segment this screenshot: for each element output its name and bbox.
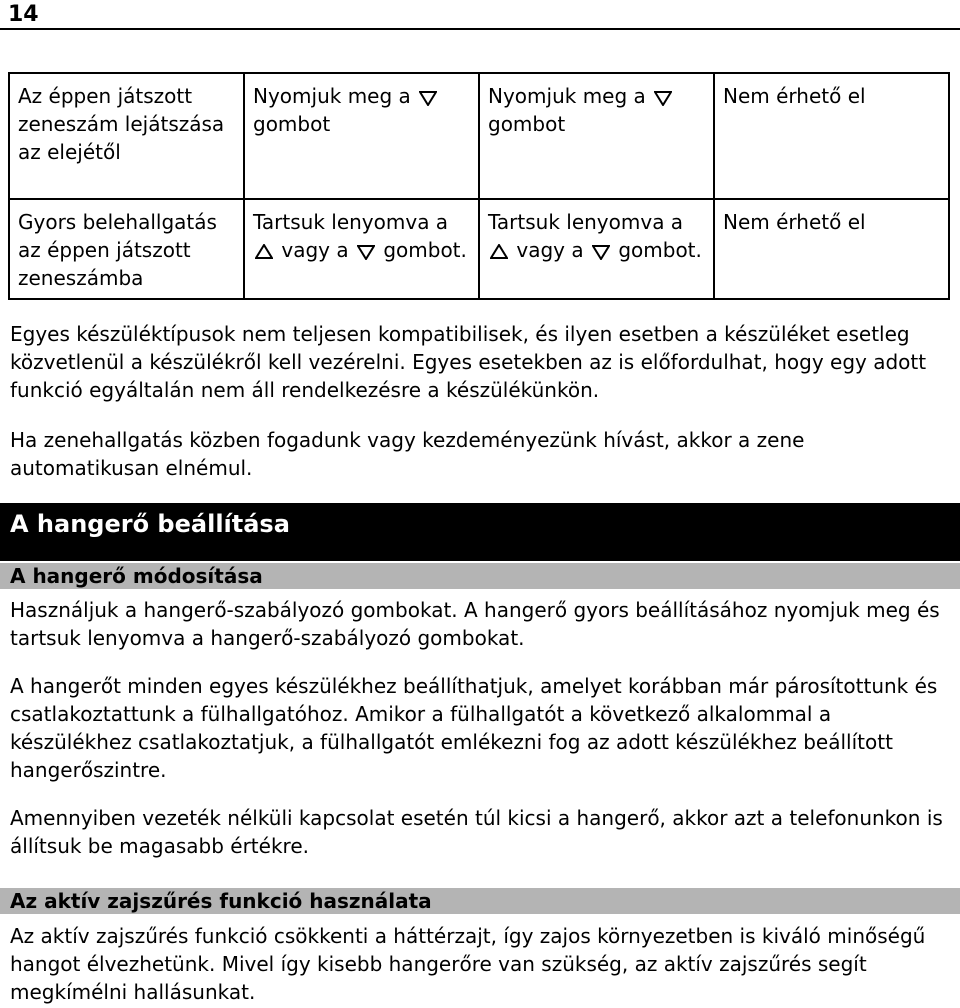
subsection-heading: Az aktív zajszűrés funkció használata (0, 888, 960, 914)
table-row (9, 73, 949, 199)
page-number: 14 (8, 2, 39, 27)
method-cell: Tartsuk lenyomva a vagy a gombot. (479, 199, 714, 299)
function-cell: Az éppen játszott zeneszám lejátszása az elejétől (9, 73, 244, 199)
triangle-up-icon (490, 244, 508, 260)
volume-paragraph: A hangerőt minden egyes készülékhez beállíthatjuk, amelyet korábban már párosítottunk és csatlakoztattunk a fülhallgatóhoz. Amikor a fülhallgatót a következő alkalommal a készülékhez csatlakoztatjuk, a fülhallgatót emlékezni fog az adott készülékhez beállított hangerőszintre. (10, 674, 938, 782)
triangle-down-icon (592, 244, 610, 260)
section-heading: A hangerő beállítása (0, 503, 960, 561)
method-cell: Nyomjuk meg a gombot (479, 73, 714, 199)
method-cell: Tartsuk lenyomva a vagy a gombot. (244, 199, 479, 299)
method-cell: Nem érhető el (714, 73, 949, 199)
method-cell: Nyomjuk meg a gombot (244, 73, 479, 199)
triangle-down-icon (654, 90, 672, 106)
volume-paragraph: Használjuk a hangerő-szabályozó gombokat. A hangerő gyors beállításához nyomjuk meg és tartsuk lenyomva a hangerő-szabályozó gombokat. (10, 598, 940, 650)
method-cell: Nem érhető el (714, 199, 949, 299)
volume-paragraph: Amennyiben vezeték nélküli kapcsolat esetén túl kicsi a hangerő, akkor azt a telefonunkon is állítsuk be magasabb értékre. (10, 806, 943, 858)
call-paragraph: Ha zenehallgatás közben fogadunk vagy kezdeményezünk hívást, akkor a zene automatikusan elnémul. (10, 428, 805, 480)
subsection-heading: A hangerő módosítása (0, 563, 960, 589)
function-cell: Gyors belehallgatás az éppen játszott zeneszámba (9, 199, 244, 299)
triangle-down-icon (419, 90, 437, 106)
table-row (9, 199, 949, 299)
function-table (8, 72, 950, 300)
anc-paragraph: Az aktív zajszűrés funkció csökkenti a háttérzajt, így zajos környezetben is kiváló minőségű hangot élvezhetünk. Mivel így kisebb hangerőre van szükség, az aktív zajszűrés segít megkímélni hallásunkat. (10, 924, 926, 1004)
triangle-down-icon (357, 244, 375, 260)
compatibility-paragraph: Egyes készüléktípusok nem teljesen kompatibilisek, és ilyen esetben a készüléket esetleg közvetlenül a készülékről kell vezérelni. Egyes esetekben az is előfordulhat, hogy egy adott funkció egyáltalán nem áll rendelkezésre a készülékünkön. (10, 322, 927, 402)
triangle-up-icon (255, 244, 273, 260)
header-rule (0, 28, 960, 30)
